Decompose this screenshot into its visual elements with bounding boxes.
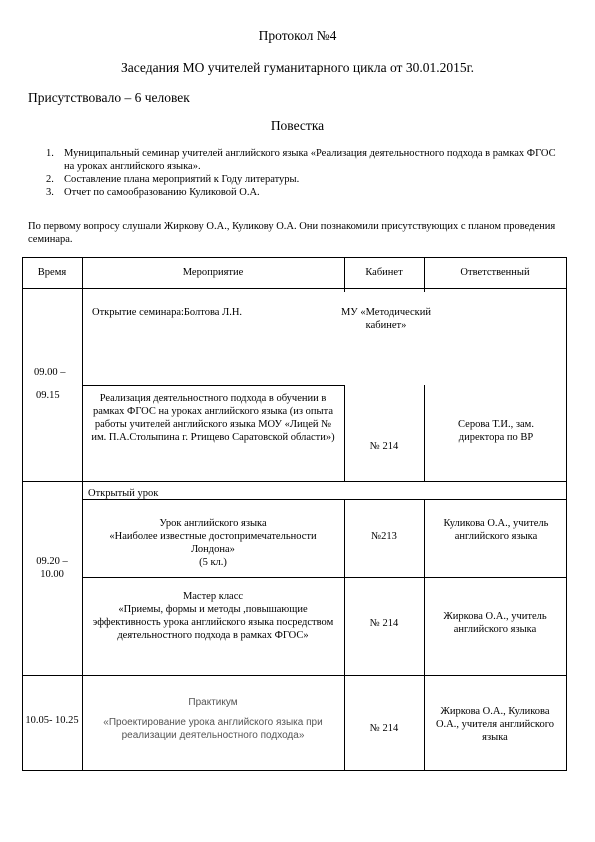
opening-text: Открытие семинара:Болтова Л.Н. <box>92 307 243 318</box>
report-room: № 214 <box>369 441 399 452</box>
lesson-title: Урок английского языка <box>159 518 267 529</box>
report-responsible: Серова Т.И., зам. директора по ВР <box>458 419 534 443</box>
workshop-topic: «Проектирование урока английского языка при реализации деятельностного подхода» <box>103 717 323 741</box>
time-end-1: 09.15 <box>36 390 60 401</box>
workshop-title: Практикум <box>188 697 238 708</box>
master-room: № 214 <box>369 618 399 629</box>
meeting-subtitle: Заседания МО учителей гуманитарного цикла от 30.01.2015г. <box>121 60 474 75</box>
lesson-room: №213 <box>371 531 397 542</box>
intro-paragraph: По первому вопросу слушали Жиркову О.А., Куликову О.А. Они познакомили присутствующих с планом проведения семинара. <box>28 221 556 245</box>
protocol-title: Протокол №4 <box>258 28 337 43</box>
workshop-responsible: Жиркова О.А., Куликова О.А., учителя английского языка <box>435 706 555 743</box>
header-responsible: Ответственный <box>460 267 530 278</box>
time-start-1: 09.00 – <box>34 367 66 378</box>
attendance-line: Присутствовало – 6 человек <box>28 90 190 105</box>
header-room: Кабинет <box>365 267 403 278</box>
master-topic: «Приемы, формы и методы ,повышающие эффективность урока английского языка посредством деятельностного подхода в рамках ФГОС» <box>92 604 334 641</box>
header-time: Время <box>37 267 67 278</box>
lesson-responsible: Куликова О.А., учитель английского языка <box>443 518 549 542</box>
opening-room: МУ «Методический кабинет» <box>340 307 432 331</box>
open-lesson-label: Открытый урок <box>88 488 159 499</box>
time-3: 10.05- 10.25 <box>25 715 79 726</box>
agenda-item: 3. Отчет по самообразованию Куликовой О.А. <box>46 187 260 198</box>
agenda-list <box>36 147 556 199</box>
agenda-item: 1. Муниципальный семинар учителей английского языка «Реализация деятельностного подхода в рамках ФГОС на уроках английского языка». <box>46 148 556 172</box>
agenda-item: 2. Составление плана мероприятий к Году литературы. <box>46 174 300 185</box>
header-event: Мероприятие <box>182 267 244 278</box>
workshop-room: № 214 <box>369 723 399 734</box>
lesson-topic: «Наиболее известные достопримечательности Лондона» <box>109 531 317 555</box>
agenda-title: Повестка <box>270 118 325 133</box>
lesson-grade: (5 кл.) <box>199 557 227 568</box>
master-title: Мастер класс <box>182 591 244 602</box>
master-responsible: Жиркова О.А., учитель английского языка <box>443 611 547 635</box>
time-2: 09.20 – 10.00 <box>36 556 68 580</box>
report-text: Реализация деятельностного подхода в обучении в рамках ФГОС на уроках английского языка (из опыта работы учителей английского языка МОУ «Лицей № им. П.А.Столыпина г. Ртищево Саратовской области») <box>91 393 335 443</box>
